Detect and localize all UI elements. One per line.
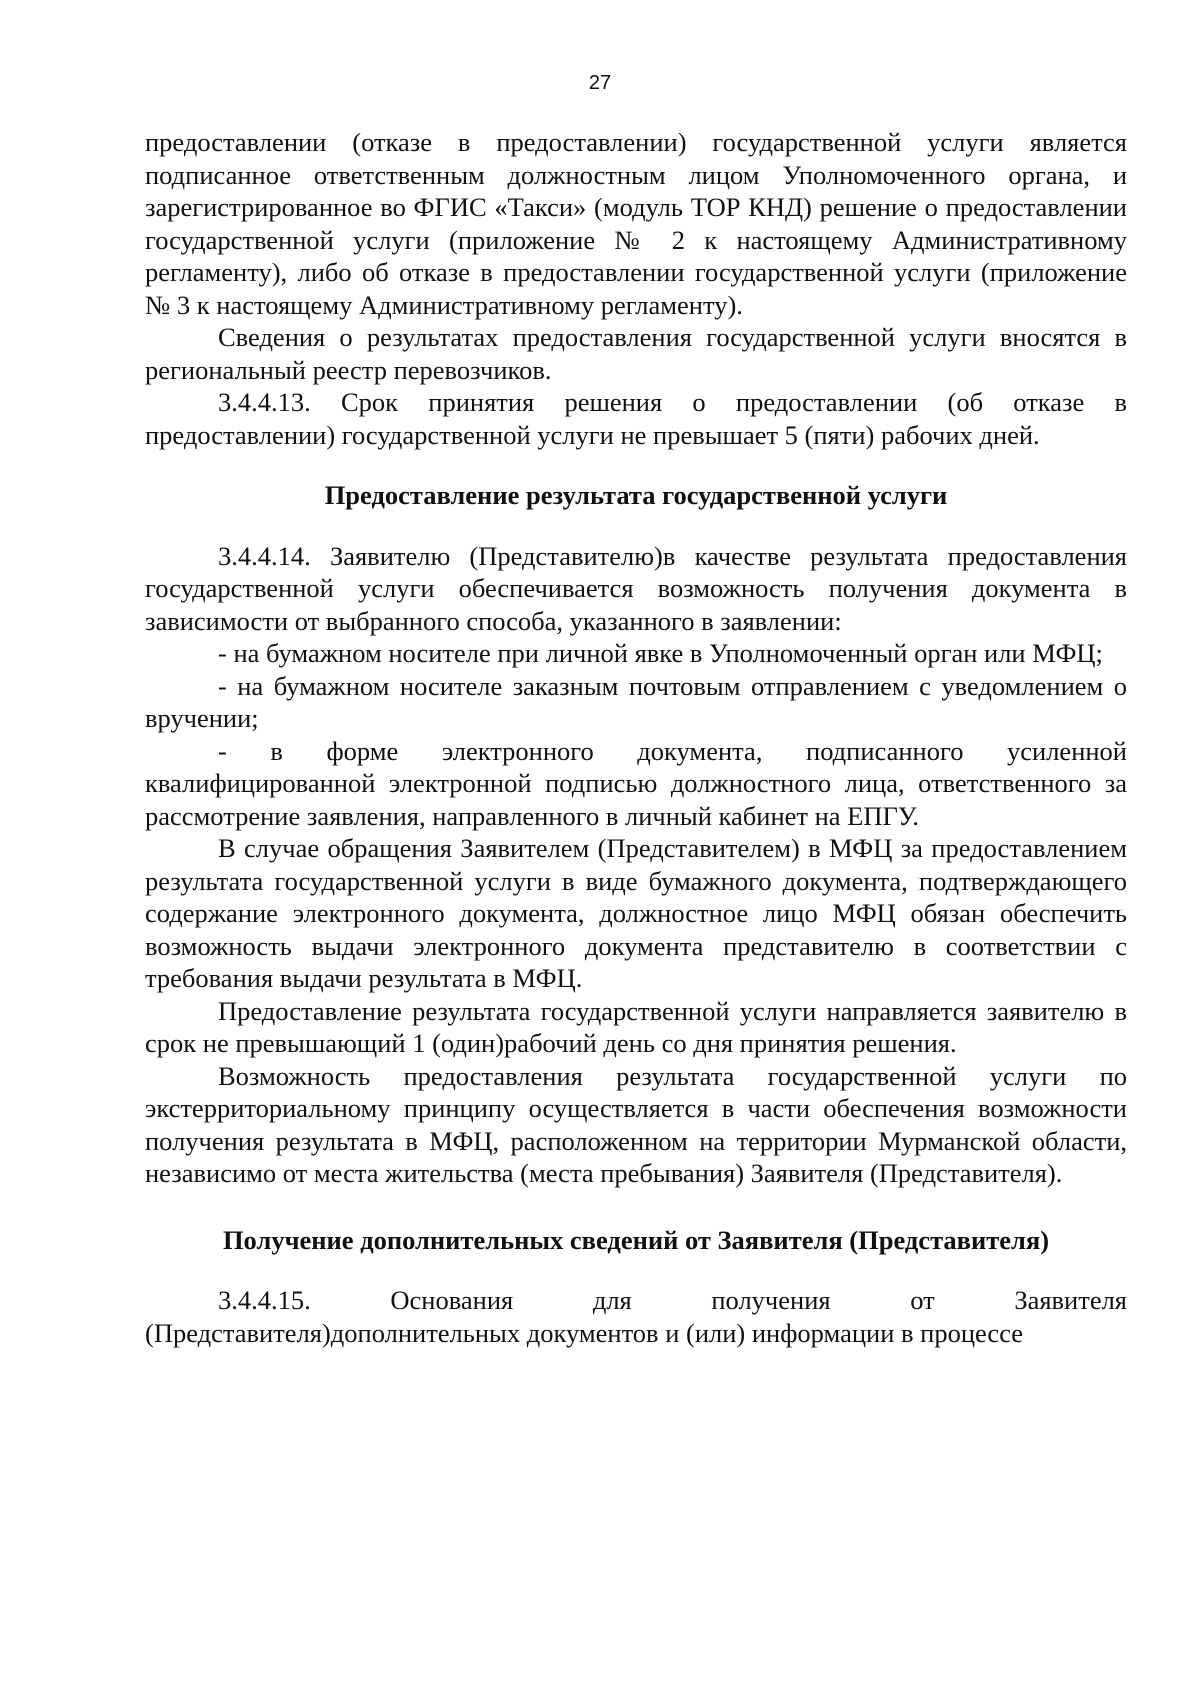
section-heading-additional-info: Получение дополнительных сведений от Заявителя (Представителя) bbox=[222, 1224, 1050, 1255]
list-item-paper-mail: - на бумажном носителе заказным почтовым отправлением с уведомлением о вручении; bbox=[145, 670, 1127, 733]
paragraph-3-4-4-15: 3.4.4.15. Основания для получения от Заявителя (Представителя)дополнительных документов и (или) информации в процессе bbox=[145, 1285, 1127, 1348]
paragraph-result-decision: предоставлении (отказе в предоставлении) государственной услуги является подписанное ответственным должностным лицом Уполномоченного органа, и зарегистрированное во ФГИС «Такси» (модуль ТОР КНД) решение о предоставлении государственной услуги (приложение № 2 к настоящему Административному регламенту), либо об отказе в предоставлении государственной услуги (приложение № 3 к настоящему Административному регламенту). bbox=[145, 127, 1127, 320]
paragraph-3-4-4-14: 3.4.4.14. Заявителю (Представителю)в качестве результата предоставления государственной услуги обеспечивается возможность получения документа в зависимости от выбранного способа, указанного в заявлении: bbox=[145, 540, 1127, 636]
list-item-electronic: - в форме электронного документа, подписанного усиленной квалифицированной электронной подписью должностного лица, ответственного за рассмотрение заявления, направленного в личный кабинет на ЕПГУ. bbox=[145, 735, 1127, 831]
paragraph-registry-info: Сведения о результатах предоставления государственной услуги вносятся в региональный реестр перевозчиков. bbox=[145, 322, 1127, 385]
list-item-paper-in-person: - на бумажном носителе при личной явке в Уполномоченный орган или МФЦ; bbox=[218, 638, 1103, 668]
paragraph-3-4-4-13: 3.4.4.13. Срок принятия решения о предоставлении (об отказе в предоставлении) государственной услуги не превышает 5 (пяти) рабочих дней. bbox=[145, 387, 1127, 450]
paragraph-mfc-paper-copy: В случае обращения Заявителем (Представителем) в МФЦ за предоставлением результата государственной услуги в виде бумажного документа, подтверждающего содержание электронного документа, должностное лицо МФЦ обязан обеспечить возможность выдачи электронного документа представителю в соответствии с требования выдачи результата в МФЦ. bbox=[145, 833, 1127, 993]
section-heading-result-delivery: Предоставление результата государственной услуги bbox=[324, 480, 948, 510]
paragraph-extraterritorial: Возможность предоставления результата государственной услуги по экстерриториальному принципу осуществляется в части обеспечения возможности получения результата в МФЦ, расположенном на территории Мурманской области, независимо от места жительства (места пребывания) Заявителя (Представителя). bbox=[145, 1060, 1127, 1188]
page-number: 27 bbox=[588, 72, 612, 94]
paragraph-delivery-term: Предоставление результата государственной услуги направляется заявителю в срок не превышающий 1 (один)рабочий день со дня принятия решения. bbox=[145, 995, 1127, 1058]
document-body bbox=[145, 126, 1127, 1349]
